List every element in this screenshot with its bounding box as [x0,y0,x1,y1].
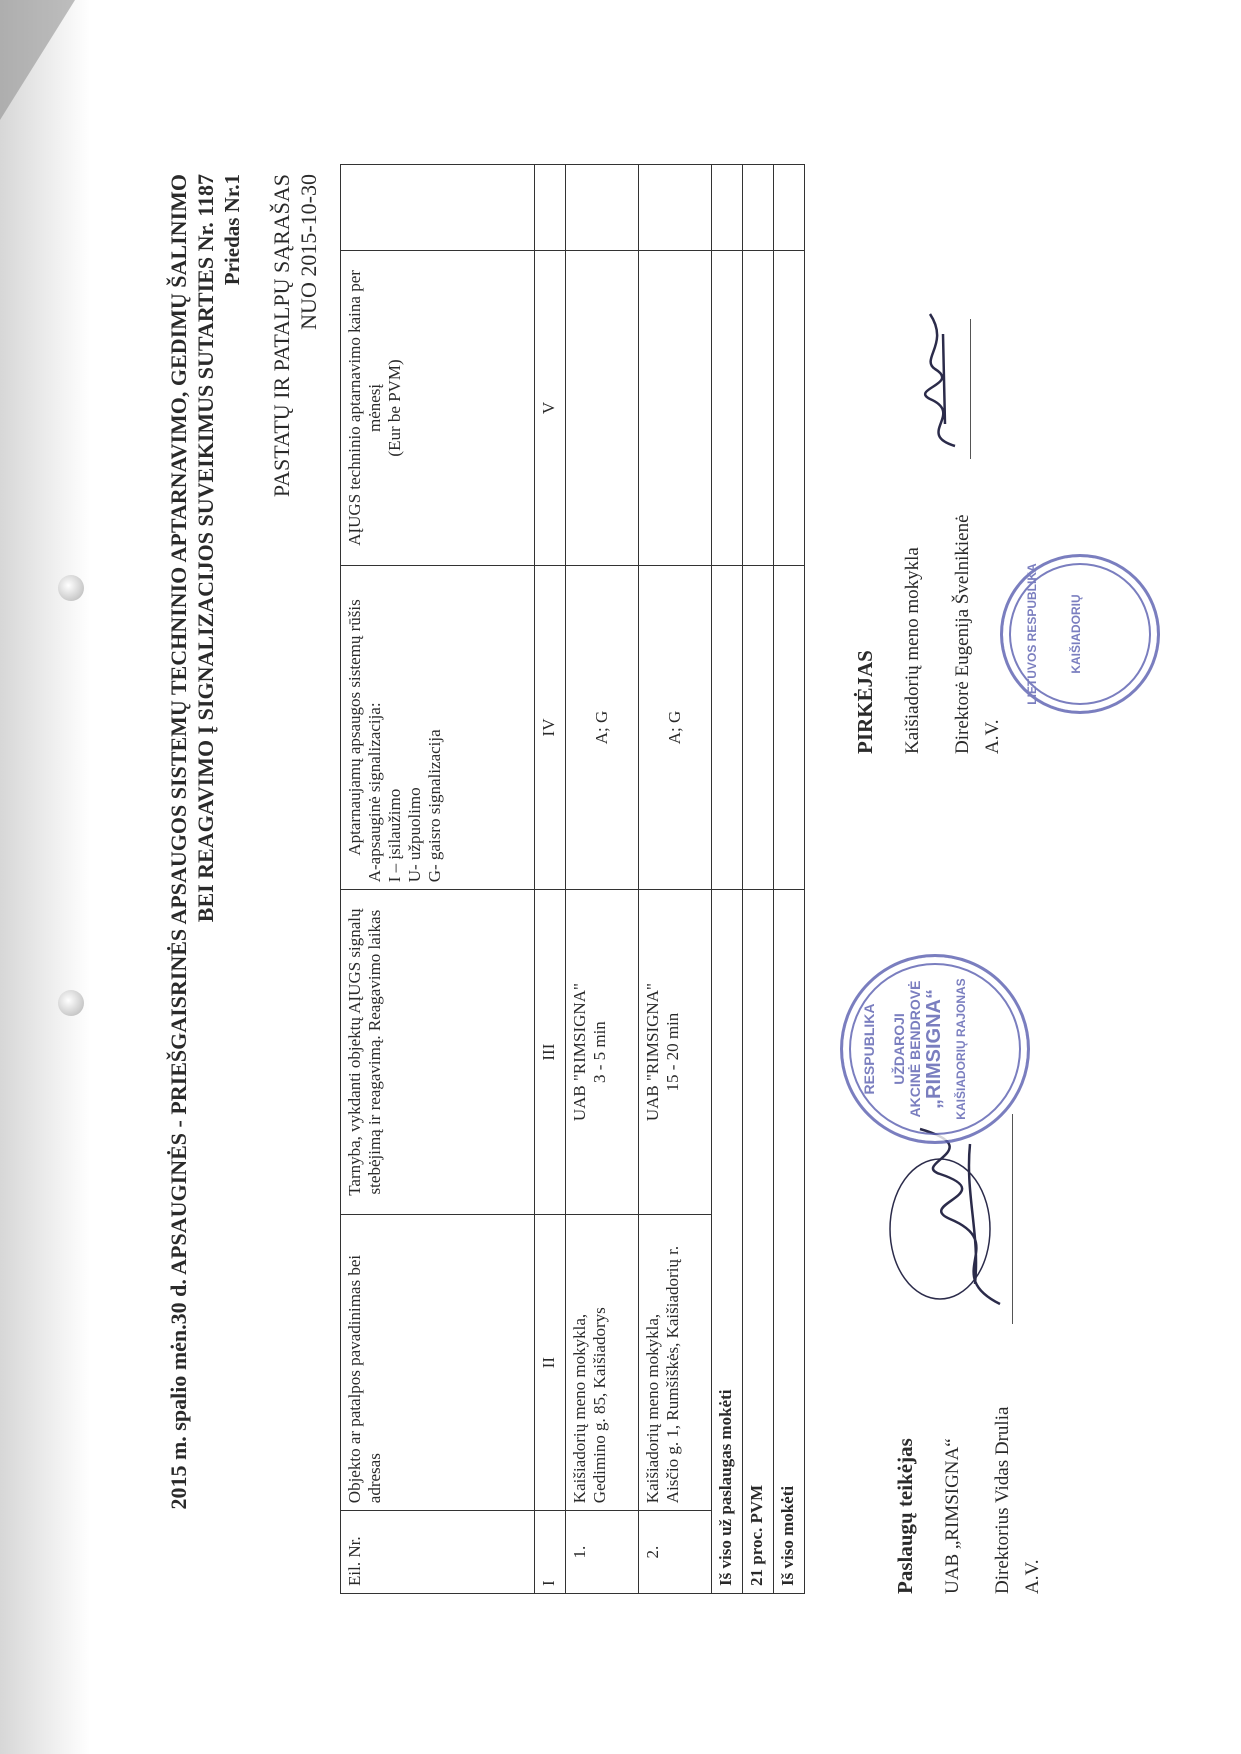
row-systems: A; G [639,565,712,890]
header-service: Tarnyba, vykdanti objektų AĮUGS signalų stebėjimą ir reagavimą. Reagavimo laikas [341,890,535,1215]
vat-label: 21 proc. PVM [743,890,774,1594]
roman-iii: III [535,890,566,1215]
buyer-company: Kaišiadorių meno mokykla [902,547,923,754]
provider-director: Direktorius Vidas Drulia [992,1406,1013,1594]
roman-v: V [535,251,566,565]
provider-company: UAB „RIMSIGNA“ [942,1438,963,1594]
row-object: Kaišiadorių meno mokykla, Aisčio g. 1, Rumšiškės, Kaišiadorių r. [639,1214,712,1510]
roman-iv: IV [535,565,566,890]
header-price: AĮUGS techninio aptarnavimo kaina per mėnesį (Eur be PVM) [341,251,535,565]
buyer-director: Direktorė Eugenija Švelnikienė [952,514,973,754]
roman-i: I [535,1511,566,1594]
header-extra [341,165,535,251]
header-systems: Aptarnaujamų apsaugos sistemų rūšis A-apsauginė signalizacija: I – įsilaužimo U- užpuolimo G- gaisro signalizacija [341,565,535,890]
provider-av: A.V. [1022,1559,1043,1594]
table-header-row [341,165,535,1594]
vat-row [743,165,774,1594]
table-row [566,165,639,1594]
row-price [566,251,639,565]
attachment-number: Priedas Nr.1 [220,174,244,286]
subtitle-line-1: PASTATŲ IR PATALPŲ SĄRAŠAS [269,174,294,498]
buyer-block [850,194,1008,754]
row-object: Kaišiadorių meno mokykla, Gedimino g. 85, Kaišiadorys [566,1214,639,1510]
table-row [639,165,712,1594]
header-object: Objekto ar patalpos pavadinimas bei adresas [341,1214,535,1510]
total-services-label: Iš viso už paslaugas mokėti [712,890,743,1594]
roman-numeral-row [535,165,566,1594]
total-row [712,165,743,1594]
title-line-2: BEI REAGAVIMO Į SIGNALIZACIJOS SUVEIKIMUS SUTARTIES Nr. 1187 [193,174,218,923]
provider-seal: RESPUBLIKA UŽDAROJI AKCINĖ BENDROVĖ „RIMSIGNA“ KAIŠIADORIŲ RAJONAS [840,954,1030,1144]
row-systems: A; G [566,565,639,890]
row-nr: 1. [566,1511,639,1594]
buyer-av: A.V. [982,719,1003,754]
provider-heading: Paslaugų teikėjas [893,1438,917,1594]
buyer-seal: LIETUVOS RESPUBLIKA KAIŠIADORIŲ [1000,554,1160,714]
provider-signature [880,1124,1030,1314]
buyer-heading: PIRKĖJAS [853,650,877,754]
row-price [639,251,712,565]
premises-table [340,164,805,1594]
list-subtitle [268,174,322,554]
header-nr: Eil. Nr. [341,1511,535,1594]
roman-ii: II [535,1214,566,1510]
document-title [165,174,219,1594]
grand-total-row [774,165,805,1594]
row-nr: 2. [639,1511,712,1594]
subtitle-line-2: NUO 2015-10-30 [296,174,321,330]
row-service: UAB "RIMSIGNA" 15 - 20 min [639,890,712,1215]
title-line-1: 2015 m. spalio mėn.30 d. APSAUGINĖS - PRIEŠGAISRINĖS APSAUGOS SISTEMŲ TECHNINIO APTARNAVIMO, GEDIMŲ ŠALINIMO [166,174,191,1510]
buyer-signature [905,304,975,454]
grand-total-label: Iš viso mokėti [774,890,805,1594]
row-service: UAB "RIMSIGNA" 3 - 5 min [566,890,639,1215]
